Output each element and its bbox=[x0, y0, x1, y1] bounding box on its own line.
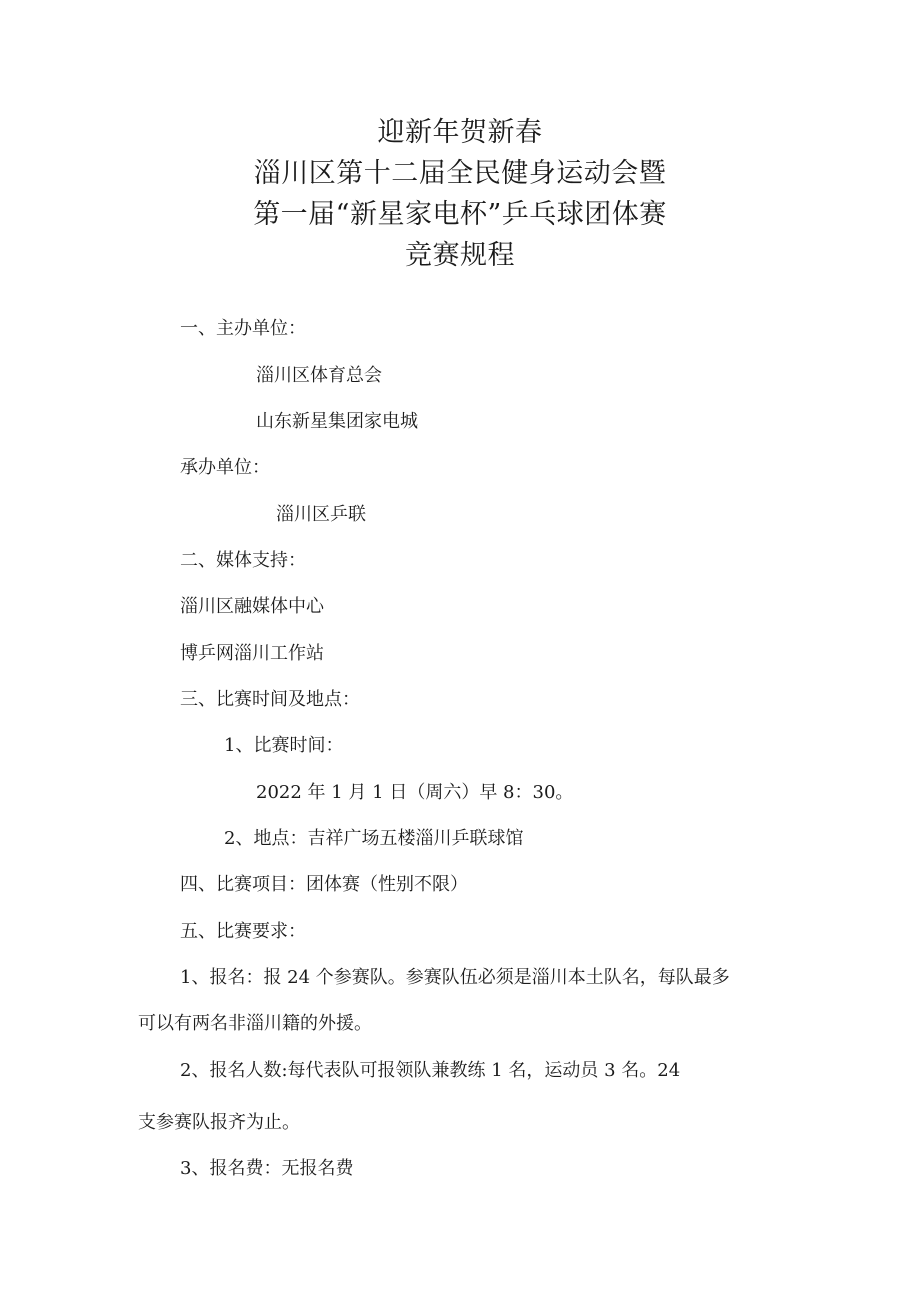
requirement-3: 3、报名费：无报名费 bbox=[180, 1158, 354, 1179]
organizer-heading: 一、主办单位： bbox=[180, 318, 306, 339]
organizer-item-2: 山东新星集团家电城 bbox=[256, 411, 418, 432]
requirement-1-line-2: 可以有两名非淄川籍的外援。 bbox=[138, 1013, 372, 1034]
title-line-4: 竞赛规程 bbox=[405, 240, 515, 271]
organizer-item-1: 淄川区体育总会 bbox=[256, 365, 382, 386]
media-item-1: 淄川区融媒体中心 bbox=[180, 596, 324, 617]
title-line-1: 迎新年贺新春 bbox=[377, 117, 543, 148]
title-line-3: 第一届“新星家电杯”乒乓球团体赛 bbox=[253, 199, 667, 230]
media-heading: 二、媒体支持： bbox=[180, 550, 306, 571]
requirement-1-line-1: 1、报名：报 24 个参赛队。参赛队伍必须是淄川本土队名，每队最多 bbox=[180, 967, 730, 988]
requirement-2-line-1: 2、报名人数:每代表队可报领队兼教练 1 名，运动员 3 名。24 bbox=[180, 1060, 681, 1081]
time-heading: 1、比赛时间： bbox=[224, 735, 344, 756]
media-item-2: 博乒网淄川工作站 bbox=[180, 643, 324, 664]
requirements-heading: 五、比赛要求： bbox=[180, 921, 306, 942]
place-line: 2、地点：吉祥广场五楼淄川乒联球馆 bbox=[224, 828, 524, 849]
requirement-2-line-2: 支参赛队报齐为止。 bbox=[138, 1112, 300, 1133]
undertaker-item-1: 淄川区乒联 bbox=[276, 504, 366, 525]
time-place-heading: 三、比赛时间及地点： bbox=[180, 689, 360, 710]
document-title bbox=[0, 112, 920, 276]
time-value: 2022 年 1 月 1 日（周六）早 8：30。 bbox=[256, 782, 574, 803]
undertaker-heading: 承办单位： bbox=[180, 457, 270, 478]
event-line: 四、比赛项目：团体赛（性别不限） bbox=[180, 874, 468, 895]
title-line-2: 淄川区第十二届全民健身运动会暨 bbox=[253, 158, 667, 189]
